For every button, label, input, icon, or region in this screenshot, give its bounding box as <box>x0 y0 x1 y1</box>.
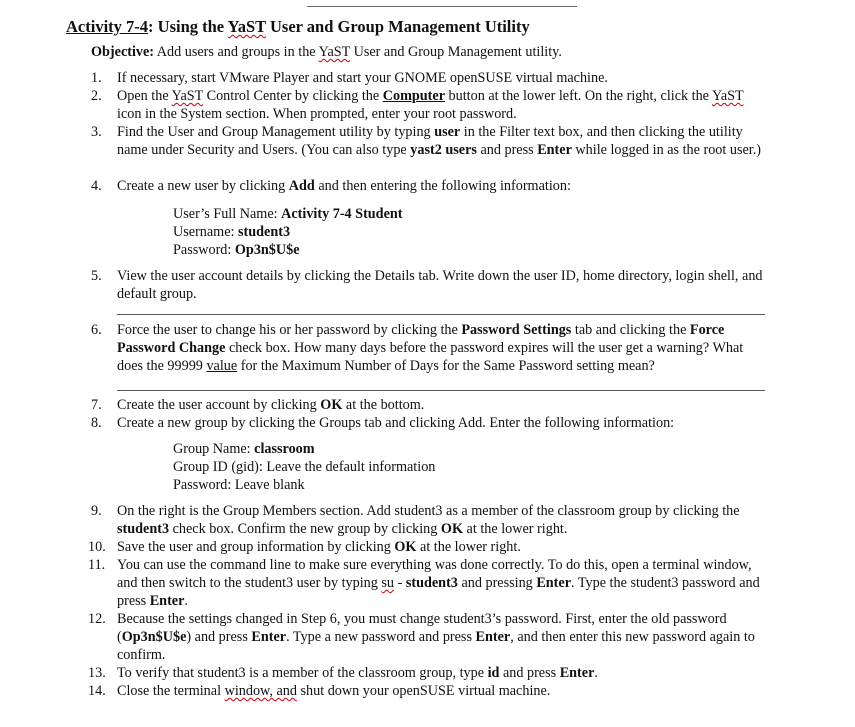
step-14: 14. Close the terminal window, and shut down your openSUSE virtual machine. <box>88 683 551 699</box>
user-username: Username: student3 <box>173 224 291 240</box>
objective: Objective: Add users and groups in the YaST User and Group Management utility. <box>91 44 562 60</box>
activity-title: Activity 7-4: Using the YaST User and Group Management Utility <box>66 17 530 36</box>
step-4: 4. Create a new user by clicking Add and then entering the following information: <box>91 178 571 194</box>
step-2: 2. Open the YaST Control Center by clicking the Computer button at the lower left. On the right, click the YaST icon in the System section. When prompted, enter your root password. <box>91 88 744 122</box>
group-name: Group Name: classroom <box>173 441 315 457</box>
answer-line-1 <box>117 314 765 315</box>
answer-line-2 <box>117 390 765 391</box>
header-rule <box>307 6 577 7</box>
step-13: 13. To verify that student3 is a member of the classroom group, type id and press Enter. <box>88 665 598 681</box>
step-7: 7. Create the user account by clicking OK at the bottom. <box>91 397 425 413</box>
step-6: 6. Force the user to change his or her password by clicking the Password Settings tab and clicking the Force Password Change check box. How many days before the password expires will the user get a warning? What does the 99999 value for the Maximum Number of Days for the Same Password setting mean? <box>91 322 744 374</box>
step-10: 10. Save the user and group information by clicking OK at the lower right. <box>88 539 521 555</box>
group-password: Password: Leave blank <box>173 477 305 493</box>
step-8: 8. Create a new group by clicking the Groups tab and clicking Add. Enter the following information: <box>91 415 675 431</box>
user-password: Password: Op3n$U$e <box>173 242 300 258</box>
user-fullname: User’s Full Name: Activity 7-4 Student <box>173 206 403 222</box>
group-info <box>173 440 435 494</box>
step-9: 9. On the right is the Group Members section. Add student3 as a member of the classroom group by clicking the student3 check box. Confirm the new group by clicking OK at the lower right. <box>91 503 740 537</box>
group-gid: Group ID (gid): Leave the default information <box>173 459 436 475</box>
step-3: 3. Find the User and Group Management utility by typing user in the Filter text box, and then clicking the utility name under Security and Users. (You can also type yast2 users and press Enter while logged in as the root user.) <box>91 124 762 158</box>
user-info <box>173 205 403 259</box>
step-1: 1. If necessary, start VMware Player and start your GNOME openSUSE virtual machine. <box>91 70 608 86</box>
step-5: 5. View the user account details by clicking the Details tab. Write down the user ID, home directory, login shell, and default group. <box>91 268 763 302</box>
step-12: 12. Because the settings changed in Step 6, you must change student3’s password. First, enter the old password (Op3n$U$e) and press Enter. Type a new password and press Enter, and then enter this new password again to confirm. <box>88 611 755 663</box>
step-11: 11. You can use the command line to make sure everything was done correctly. To do this, open a terminal window, and then switch to the student3 user by typing su - student3 and pressing Enter. Type the student3 password and press Enter. <box>88 557 760 609</box>
